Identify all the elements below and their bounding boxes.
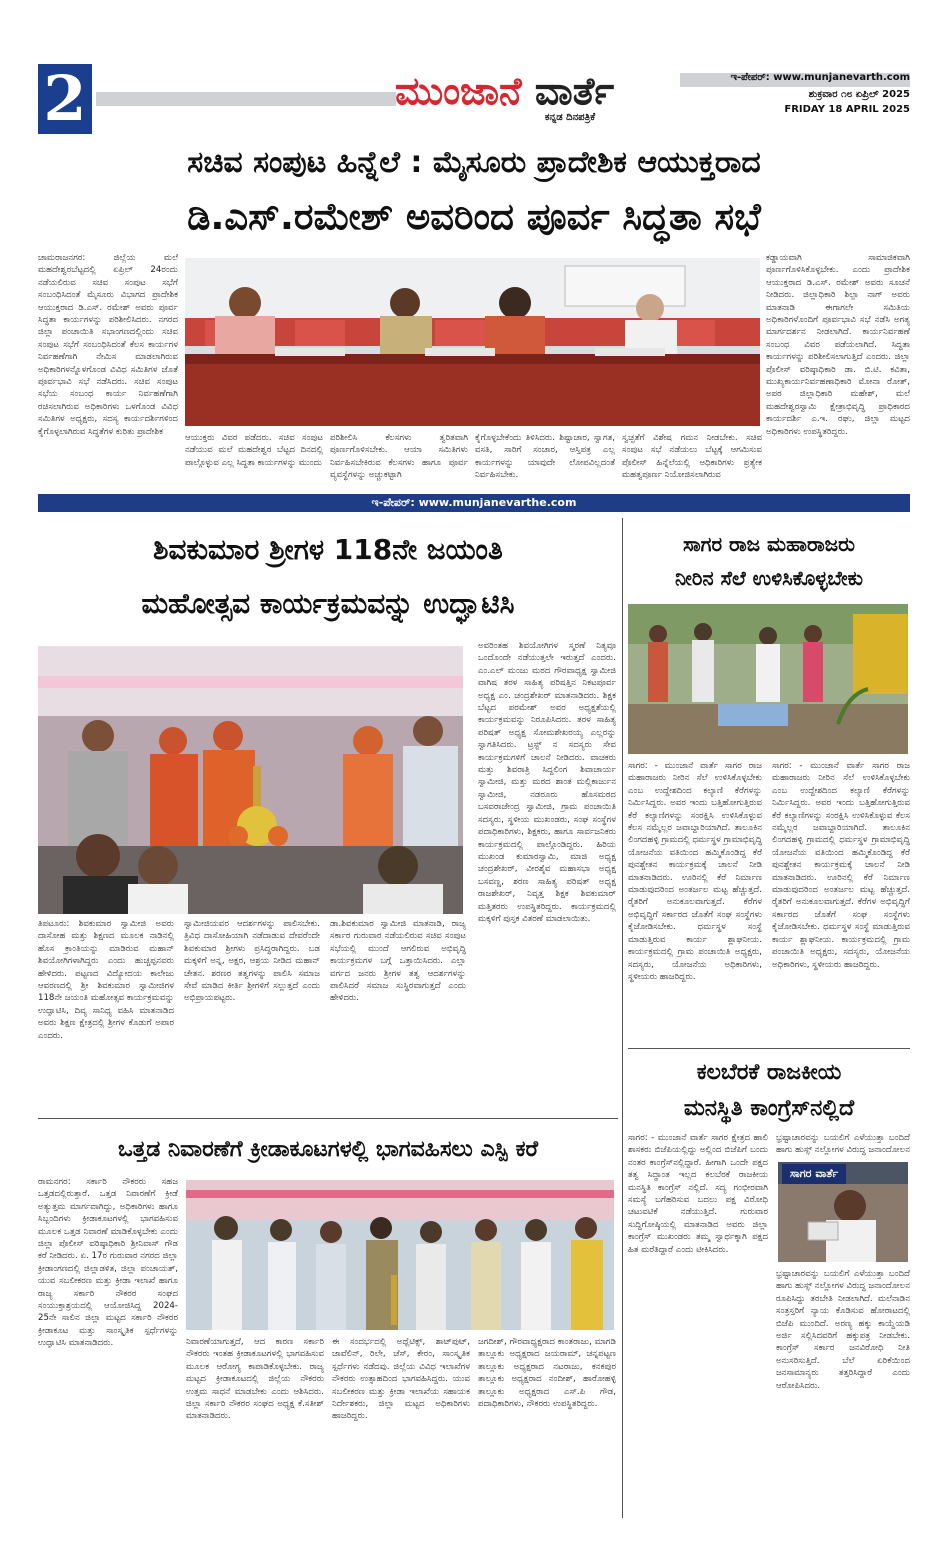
header-rule-left xyxy=(96,92,396,106)
story1-under-photo-4: ಸ್ವಚ್ಛತೆಗೆ ವಿಶೇಷ ಗಮನ ನೀಡಬೇಕು. ಸಚಿವ ಸಂಪುಟ ಸಭೆ ನಡೆಯಲು ಬೆಟ್ಟಕ್ಕೆ ಆಗಮಿಸುವ ಪೊಲೀಸ್ ಹಿನ್ನೆಲೆಯಲ್ಲಿ ಅಧಿಕಾರಿಗಳು ಪ್ರತ್ಯೇಕ ಮಹತ್ವಪೂರ್ಣ ನಿಯೋಜಿಸಲಾಗಿರುವ xyxy=(622,433,762,481)
story5-column-3: ಈ ಸಂದರ್ಭದಲ್ಲಿ ಅಥ್ಲೆಟಿಕ್ಸ್, ಶಾಟ್‌ಪುಟ್, ಜಾವೆಲಿನ್, ರಿಲೇ, ಚೆಸ್, ಕೇರಂ, ಸಾಂಸ್ಕೃತಿಕ ಸ್ಪರ್ಧೆಗಳು ನಡೆದವು. ಜಿಲ್ಲೆಯ ವಿವಿಧ ಇಲಾಖೆಗಳ ನೌಕರರು ಉತ್ಸಾಹದಿಂದ ಭಾಗವಹಿಸಿದ್ದರು. ಯುವ ಸಬಲೀಕರಣ ಮತ್ತು ಕ್ರೀಡಾ ಇಲಾಖೆಯ ಸಹಾಯಕ ನಿರ್ದೇಶಕರು, ಜಿಲ್ಲಾ ಮಟ್ಟದ ಅಧಿಕಾರಿಗಳು ಹಾಜರಿದ್ದರು. xyxy=(332,1337,470,1422)
story4-headline-line2: ಮನಸ್ಥಿತಿ ಕಾಂಗ್ರೆಸ್‌ನಲ್ಲಿದೆ xyxy=(683,1096,855,1121)
jayanthi-photo-svg xyxy=(38,646,463,914)
epaper-url[interactable]: ಇ-ಪೇಪರ್: www.munjanevarth.com xyxy=(730,72,910,83)
story3-photo xyxy=(628,604,908,754)
column-divider xyxy=(622,518,623,1518)
story1-photo xyxy=(185,258,760,426)
masthead-part2: ವಾರ್ತೆ xyxy=(534,69,615,113)
story1-under-photo-3: ಕೈಗೊಳ್ಳಬೇಕೆಂದು ತಿಳಿಸಿದರು. ಶಿಷ್ಟಾಚಾರ, ಸ್ವಾಗತ, ವಸತಿ, ಸಾರಿಗೆ ಸಂಚಾರ, ಆಸ್ತಿಪತ್ರ ಎಲ್ಲ ಕಾರ್ಯಗಳನ್ನು ಯಾವುದೇ ಲೋಪವಿಲ್ಲದಂತೆ ನಿರ್ವಹಿಸಬೇಕು. xyxy=(475,433,615,481)
story2-column-right: ಅವರಿಂತಹ ಶಿವಯೋಗಿಗಳ ಸ್ಮರಣೆ ನಿತ್ಯವೂ ಒಂದೊಂದೇ ನಡೆಯುತ್ತಲೇ ಇರುತ್ತದೆ ಎಂದರು. ಎಂ.ಎಲ್ ಮಂಜು ಮಠದ ಗೌರವಾಧ್ಯಕ್ಷ ಸ್ವಾಮೀಜಿ ವಾಗಿಷ ತರಳ ಸಾಹಿತ್ಯ ಪರಿಷತ್ತಿನ ನಿಕಟಪೂರ್ವ ಅಧ್ಯಕ್ಷ ಎಂ. ಚಂದ್ರಶೇಖರ್ ಮಾತನಾಡಿದರು. ಶಿಕ್ಷಕ ಬೆಟ್ಟದ ಪರಮೇಶ್ ಅವರ ಅಧ್ಯಕ್ಷತೆಯಲ್ಲಿ ಕಾರ್ಯಕ್ರಮವನ್ನು ನಿರೂಪಿಸಿದರು. ತರಳ ಸಾಹಿತ್ಯ ಪರಿಷತ್ ಅಧ್ಯಕ್ಷ ಸೋಮಶೇಖರಯ್ಯ ಎಲ್ಲರನ್ನು ಸ್ವಾಗತಿಸಿದರು. ಟ್ರಸ್ಟ್ ನ ಸದಸ್ಯರು ಸೇವ ಕಾರ್ಯಕ್ರಮಗಳಿಗೆ ಚಾಲನೆ ನೀಡಿದರು. ವಾಚಕರು ಮತ್ತು ಶಿವರಾತ್ರಿ ಸಿದ್ದಲಿಂಗ ಶಿವಾಚಾರ್ಯ ಸ್ವಾಮೀಜಿ, ಮತ್ತು ಮಠದ ಶಾಂತ ಮಲ್ಲಿಕಾರ್ಜುನ ಸ್ವಾಮೀಜಿ, ನಡರೂರು ಹೊಸಮಠದ ಬಸವರಾಜೇಂದ್ರ ಸ್ವಾಮೀಜಿ, ಗ್ರಾಮ ಪಂಚಾಯಿತಿ ಸದಸ್ಯರು, ಸ್ಥಳೀಯ ಮುಖಂಡರು, ಸಂಘ ಸಂಸ್ಥೆಗಳ ಪದಾಧಿಕಾರಿಗಳು, ಶಿಕ್ಷಕರು, ಹಾಗೂ ಸಾರ್ವಜನಿಕರು ಕಾರ್ಯಕ್ರಮದಲ್ಲಿ ಪಾಲ್ಗೊಂಡಿದ್ದರು. ಹಿರಿಯ ಮುಖಂಡ ಕುಮಾರಸ್ವಾಮಿ, ಮಾಜಿ ಅಧ್ಯಕ್ಷ ಚಂದ್ರಶೇಖರ್, ವೀರಶೈವ ಮಹಾಸಭಾ ಅಧ್ಯಕ್ಷ ಬಸವಣ್ಣ, ಶರಣ ಸಾಹಿತ್ಯ ಪರಿಷತ್ ಅಧ್ಯಕ್ಷ ರಾಜಶೇಖರ್, ನಿವೃತ್ತ ಶಿಕ್ಷಕ ಶಿವಕುಮಾರ್ ಮತ್ತಿತರರು ಉಪಸ್ಥಿತರಿದ್ದರು. ಕಾರ್ಯಕ್ರಮದಲ್ಲಿ ಮಕ್ಕಳಿಗೆ ಪುಸ್ತಕ ವಿತರಣೆ ಮಾಡಲಾಯಿತು. xyxy=(478,641,616,924)
story-divider-left xyxy=(38,1118,618,1119)
page-number: 2 xyxy=(38,64,92,134)
story4-photo-label: ಸಾಗರ ವಾರ್ತೆ xyxy=(782,1164,846,1184)
story2-column-2: ಸ್ವಾಮೀಜಿಯವರ ಆದರ್ಶಗಳನ್ನು ಪಾಲಿಸಬೇಕು. ತ್ರಿವಿಧ ದಾಸೋಹಿಯಾಗಿ ನಡೆದಾಡುವ ದೇವರೆಂದೇ ಶಿವಕುಮಾರ ಶ್ರೀಗಳು ಪ್ರಸಿದ್ಧರಾಗಿದ್ದರು. ಬಡ ಮಕ್ಕಳಿಗೆ ಅನ್ನ, ಅಕ್ಷರ, ಆಶ್ರಯ ನೀಡಿದ ಮಹಾನ್ ಚೇತನ. ಶರಣರ ತತ್ವಗಳನ್ನು ಪಾಲಿಸಿ ಸಮಾಜ ಸೇವೆ ಮಾಡಿದ ಕೀರ್ತಿ ಶ್ರೀಗಳಿಗೆ ಸಲ್ಲುತ್ತದೆ ಎಂದು ಅಭಿಪ್ರಾಯಪಟ್ಟರು. xyxy=(184,919,320,1004)
story4-column-1: ಸಾಗರ: - ಮುಂಜಾನೆ ವಾರ್ತೆ ಸಾಗರ ಕ್ಷೇತ್ರದ ಹಾಲಿ ಶಾಸಕರು ಬಿಜೆಪಿಯಲ್ಲಿದ್ದು ಅಲ್ಲಿಂದ ಬಿಜೆಪಿಗೆ ಬಂದು ನಂತರ ಕಾಂಗ್ರೆಸ್‌ನಲ್ಲಿದ್ದಾರೆ. ಹೀಗಾಗಿ ಒಂದೇ ಪಕ್ಷದ ತತ್ವ ಸಿದ್ಧಾಂತ ಇಲ್ಲದ ಕಲಬೆರಕೆ ರಾಜಕೀಯ ಮನಸ್ಥಿತಿ ಕಾಂಗ್ರೆಸ್ ನಲ್ಲಿದೆ. ಸದ್ಯ ಗಂಭೀರವಾಗಿ ಸಮಸ್ಯೆ ಬಗೆಹರಿಸುವ ಬದಲು ಪಕ್ಷ ವಿರೋಧಿ ಚಟುವಟಿಕೆ ನಡೆಯುತ್ತಿದೆ. ಗುರುವಾರ ಸುದ್ದಿಗೋಷ್ಠಿಯಲ್ಲಿ ಮಾತನಾಡಿದ ಅವರು ಜಿಲ್ಲಾ ಕಾಂಗ್ರೆಸ್ ಮುಖಂಡರು ತಮ್ಮ ಸ್ವಾರ್ಥಕ್ಕಾಗಿ ಪಕ್ಷದ ಹಿತ ಮರೆತಿದ್ದಾರೆ ಎಂದು ಟೀಕಿಸಿದರು. xyxy=(628,1133,768,1255)
lake-photo-svg xyxy=(628,604,908,754)
story4-headline-line1: ಕಲಬೆರಕೆ ರಾಜಕೀಯ xyxy=(696,1060,842,1085)
masthead-tagline: ಕನ್ನಡ ದಿನಪತ್ರಿಕೆ xyxy=(544,112,596,123)
story5-column-1: ರಾಮನಗರ: ಸರ್ಕಾರಿ ನೌಕರರು ಸಹಜ ಒತ್ತಡದಲ್ಲಿರುತ್ತಾರೆ. ಒತ್ತಡ ನಿವಾರಣೆಗೆ ಕ್ರೀಡೆ ಅತ್ಯುತ್ತಮ ಮಾರ್ಗವಾಗಿದ್ದು, ಅಧಿಕಾರಿಗಳು ಹಾಗೂ ಸಿಬ್ಬಂದಿಗಳು ಕ್ರೀಡಾಕೂಟಗಳಲ್ಲಿ ಭಾಗವಹಿಸುವ ಮೂಲಕ ಒತ್ತಡ ನಿವಾರಣೆ ಮಾಡಿಕೊಳ್ಳಬೇಕು ಎಂದು ಜಿಲ್ಲಾ ಪೊಲೀಸ್ ವರಿಷ್ಠಾಧಿಕಾರಿ ಶ್ರೀನಿವಾಸ್ ಗೌಡ ಕರೆ ನೀಡಿದರು. ಏ. 17ರ ಗುರುವಾರ ನಗರದ ಜಿಲ್ಲಾ ಕ್ರೀಡಾಂಗಣದಲ್ಲಿ ಜಿಲ್ಲಾಡಳಿತ, ಜಿಲ್ಲಾ ಪಂಚಾಯತ್, ಯುವ ಸಬಲೀಕರಣ ಮತ್ತು ಕ್ರೀಡಾ ಇಲಾಖೆ ಹಾಗೂ ರಾಜ್ಯ ಸರ್ಕಾರಿ ನೌಕರರ ಸಂಘದ ಸಂಯುಕ್ತಾಶ್ರಯದಲ್ಲಿ ಆಯೋಜಿಸಿದ್ದ 2024-25ನೇ ಸಾಲಿನ ಜಿಲ್ಲಾ ಮಟ್ಟದ ಸರ್ಕಾರಿ ನೌಕರರ ಕ್ರೀಡಾಕೂಟ ಮತ್ತು ಸಾಂಸ್ಕೃತಿಕ ಸ್ಪರ್ಧೆಗಳನ್ನು ಉದ್ಘಾಟಿಸಿ ಮಾತನಾಡಿದರು. xyxy=(38,1177,178,1349)
story5-column-4: ಜಗದೀಶ್, ಗೌರವಾಧ್ಯಕ್ಷರಾದ ಕಾಂತರಾಜು, ಮಾಗಡಿ ತಾಲ್ಲೂಕು ಅಧ್ಯಕ್ಷರಾದ ಜಯರಾಮ್, ಚನ್ನಪಟ್ಟಣ ತಾಲ್ಲೂಕು ಅಧ್ಯಕ್ಷರಾದ ನಟರಾಜು, ಕನಕಪುರ ತಾಲ್ಲೂಕು ಅಧ್ಯಕ್ಷರಾದ ನಂದೀಶ್, ಹಾರೋಹಳ್ಳಿ ತಾಲ್ಲೂಕು ಅಧ್ಯಕ್ಷರಾದ ಎಸ್.ಪಿ ಗೌಡ, ಪದಾಧಿಕಾರಿಗಳು, ನೌಕರರು ಉಪಸ್ಥಿತರಿದ್ದರು. xyxy=(478,1337,616,1410)
story1-under-photo-2: ಪರಿಶೀಲಿಸಿ ಕೆಲಸಗಳು ತ್ವರಿತವಾಗಿ ಪೂರ್ಣಗೊಳಿಸಬೇಕು. ಆಯಾ ಸಮಿತಿಗಳು ನಿರ್ವಹಿಸಬೇಕಿರುವ ಕೆಲಸಗಳು ಹಾಗೂ ಪೂರ್ವ ವ್ಯವಸ್ಥೆಗಳನ್ನು ಅಚ್ಚುಕಟ್ಟಾಗಿ xyxy=(330,433,468,481)
story4-photo xyxy=(778,1162,908,1262)
story1-column-right: ಕಡ್ಡಾಯವಾಗಿ ಸಾಮಾಜಿಕವಾಗಿ ಪೂರ್ಣಗೊಳಿಸಿಕೊಳ್ಳಬೇಕು. ಎಂದು ಪ್ರಾದೇಶಿಕ ಆಯುಕ್ತರಾದ ಡಿ.ಎಸ್. ರಮೇಶ್ ಅವರು ಸೂಚನೆ ನೀಡಿದರು. ಜಿಲ್ಲಾಧಿಕಾರಿ ಶಿಲ್ಪಾ ನಾಗ್ ಅವರು ಮಾತನಾಡಿ ಈಗಾಗಲೇ ಸಮಿತಿಯ ಅಧಿಕಾರಿಗಳೊಂದಿಗೆ ಪೂರ್ವಭಾವಿ ಸಭೆ ನಡೆಸಿ ಅಗತ್ಯ ಮಾರ್ಗದರ್ಶನ ನೀಡಲಾಗಿದೆ. ಕಾರ್ಯನಿರ್ವಹಣೆ ಸಂಬಂಧ ವಿವರ ಪಡೆಯಲಾಗಿದೆ. ಸಿದ್ಧತಾ ಕಾರ್ಯಗಳನ್ನು ಪರಿಶೀಲಿಸಲಾಗುತ್ತಿದೆ ಎಂದರು. ಜಿಲ್ಲಾ ಪೊಲೀಸ್ ವರಿಷ್ಠಾಧಿಕಾರಿ ಡಾ. ಬಿ.ಟಿ. ಕವಿತಾ, ಮುಖ್ಯಕಾರ್ಯನಿರ್ವಹಣಾಧಿಕಾರಿ ಮೋನಾ ರೋತ್, ಅಪರ ಜಿಲ್ಲಾಧಿಕಾರಿ ಮಹೇಶ್, ಮಲೆ ಮಹದೇಶ್ವರಸ್ವಾಮಿ ಕ್ಷೇತ್ರಾಭಿವೃದ್ಧಿ ಪ್ರಾಧಿಕಾರದ ಕಾರ್ಯದರ್ಶಿ ಎ.ಇ. ರಘು, ಜಿಲ್ಲಾ ಮಟ್ಟದ ಅಧಿಕಾರಿಗಳು ಉಪಸ್ಥಿತರಿದ್ದರು. xyxy=(766,253,910,437)
story3-headline-line2: ನೀರಿನ ಸೆಲೆ ಉಳಿಸಿಕೊಳ್ಳಬೇಕು xyxy=(675,566,863,590)
story3-column-1: ಸಾಗರ: - ಮುಂಜಾನೆ ವಾರ್ತೆ ಸಾಗರ ರಾಜ ಮಹಾರಾಜರು ನೀರಿನ ಸೆಲೆ ಉಳಿಸಿಕೊಳ್ಳಬೇಕು ಎಂಬ ಉದ್ದೇಶದಿಂದ ಕಲ್ಯಾಣಿ ಕೆರೆಗಳನ್ನು ನಿರ್ಮಿಸಿದ್ದರು. ಅವರ ಇಂದು ಬತ್ತಿಹೋಗುತ್ತಿರುವ ಕೆರೆ ಕಲ್ಯಾಣಿಗಳನ್ನು ಸಂರಕ್ಷಿಸಿ ಉಳಿಸಿಕೊಳ್ಳುವ ಕೆಲಸ ನಮ್ಮೆಲ್ಲರ ಜವಾಬ್ದಾರಿಯಾಗಿದೆ. ತಾಲೂಕಿನ ಲಿಂಗದಹಳ್ಳಿ ಗ್ರಾಮದಲ್ಲಿ ಧರ್ಮಸ್ಥಳ ಗ್ರಾಮಾಭಿವೃದ್ಧಿ ಯೋಜನೆಯ ವತಿಯಿಂದ ಹಮ್ಮಿಕೊಂಡಿದ್ದ ಕೆರೆ ಪುನಶ್ಚೇತನ ಕಾರ್ಯಕ್ರಮಕ್ಕೆ ಚಾಲನೆ ನೀಡಿ ಮಾತನಾಡಿದರು. ಊರಿನಲ್ಲಿ ಕೆರೆ ನಿರ್ಮಾಣ ಮಾಡುವುದರಿಂದ ಅಂತರ್ಜಲ ಮಟ್ಟ ಹೆಚ್ಚುತ್ತದೆ. ರೈತರಿಗೆ ಅನುಕೂಲವಾಗುತ್ತದೆ. ಕೆರೆಗಳ ಅಭಿವೃದ್ಧಿಗೆ ಸರ್ಕಾರದ ಜೊತೆಗೆ ಸಂಘ ಸಂಸ್ಥೆಗಳು ಕೈಜೋಡಿಸಬೇಕು. ಧರ್ಮಸ್ಥಳ ಸಂಸ್ಥೆ ಮಾಡುತ್ತಿರುವ ಕಾರ್ಯ ಶ್ಲಾಘನೀಯ. ಕಾರ್ಯಕ್ರಮದಲ್ಲಿ ಗ್ರಾಮ ಪಂಚಾಯಿತಿ ಅಧ್ಯಕ್ಷರು, ಸದಸ್ಯರು, ಯೋಜನೆಯ ಅಧಿಕಾರಿಗಳು, ಸ್ಥಳೀಯರು ಹಾಜರಿದ್ದರು. xyxy=(628,761,762,982)
sports-photo-svg xyxy=(186,1180,614,1330)
story3-headline-line1: ಸಾಗರ ರಾಜ ಮಹಾರಾಜರು xyxy=(682,532,856,556)
story1-headline-line2: ಡಿ.ಎಸ್.ರಮೇಶ್ ಅವರಿಂದ ಪೂರ್ವ ಸಿದ್ಧತಾ ಸಭೆ xyxy=(187,195,761,238)
story2-column-1: ತಿಪಟೂರು: ಶಿವಕುಮಾರ ಸ್ವಾಮೀಜಿ ಅವರು ದಾಸೋಹ ಮತ್ತು ಶಿಕ್ಷಣದ ಮೂಲಕ ನಾಡಿನಲ್ಲಿ ಹೊಸ ಕ್ರಾಂತಿಯನ್ನು ಮಾಡಿರುವ ಮಹಾನ್ ಶಿವಯೋಗಿಗಳಾಗಿದ್ದರು ಎಂದು ಹುಚ್ಚಪ್ಪನವರು ಹೇಳಿದರು. ಪಟ್ಟಣದ ವಿದ್ಯೋದಯ ಕಾಲೇಜು ಆವರಣದಲ್ಲಿ ಶ್ರೀ ಶಿವಕುಮಾರ ಸ್ವಾಮೀಜಿಗಳ 118ನೇ ಜಯಂತಿ ಮಹೋತ್ಸವ ಕಾರ್ಯಕ್ರಮವನ್ನು ಉದ್ಘಾಟಿಸಿ, ದಿವ್ಯ ಸಾನಿಧ್ಯ ವಹಿಸಿ ಮಾತನಾಡಿದ ಅವರು ಶಿಕ್ಷಣ ಕ್ಷೇತ್ರದಲ್ಲಿ ಶ್ರೀಗಳ ಕೊಡುಗೆ ಅಪಾರ ಎಂದರು. xyxy=(38,919,174,1041)
story4-column-2: ಭ್ರಷ್ಟಾಚಾರವನ್ನು ಬಯಲಿಗೆ ಎಳೆಯುತ್ತಾ ಬಂದಿದೆ ಹಾಗು ಹುಸ್ಸ್ ನಲ್ಲೋಗಳ ವಿರುದ್ಧ ಜನಾಂದೋಲನ ರೂಪಿಸಿದ್ದು ತರಬೇತಿ ನೀಡಲಾಗಿದೆ. ಮಲೆನಾಡಿನ ಸಂತ್ರಸ್ತರಿಗೆ ನ್ಯಾಯ ಕೊಡಿಸುವ ಹೋರಾಟದಲ್ಲಿ ಬಿಜೆಪಿ ಮುಂದಿದೆ. ಅರಣ್ಯ ಹಕ್ಕು ಕಾಯ್ದೆಯಡಿ ಅರ್ಜಿ ಸಲ್ಲಿಸಿದವರಿಗೆ ಹಕ್ಕುಪತ್ರ ನೀಡಬೇಕು. ಕಾಂಗ್ರೆಸ್ ಸರ್ಕಾರ ಜನವಿರೋಧಿ ನೀತಿ ಅನುಸರಿಸುತ್ತಿದೆ. ಬೆಲೆ ಏರಿಕೆಯಿಂದ ಜನಸಾಮಾನ್ಯರು ತತ್ತರಿಸಿದ್ದಾರೆ ಎಂದು ಆರೋಪಿಸಿದರು. xyxy=(776,1269,910,1391)
story4-column-2-top: ಭ್ರಷ್ಟಾಚಾರವನ್ನು ಬಯಲಿಗೆ ಎಳೆಯುತ್ತಾ ಬಂದಿದೆ ಹಾಗು ಹುಸ್ಸ್ ನಲ್ಲೋಗಳ ವಿರುದ್ಧ ಜನಾಂದೋಲನ xyxy=(776,1133,910,1156)
story2-headline-line1: ಶಿವಕುಮಾರ ಶ್ರೀಗಳ 118ನೇ ಜಯಂತಿ xyxy=(153,533,503,566)
story5-headline: ಒತ್ತಡ ನಿವಾರಣೆಗೆ ಕ್ರೀಡಾಕೂಟಗಳಲ್ಲಿ ಭಾಗವಹಿಸಲು ಎಸ್ಪಿ ಕರೆ xyxy=(117,1137,539,1162)
story2-column-3: ಡಾ.ಶಿವಕುಮಾರ ಸ್ವಾಮೀಜಿ ಮಾತನಾಡಿ, ರಾಜ್ಯ ಸರ್ಕಾರ ಗುರುವಾರ ನಡೆಯಲಿರುವ ಸಚಿವ ಸಂಪುಟ ಸಭೆಯಲ್ಲಿ ಮುಂದೆ ಆಗಲಿರುವ ಅಭಿವೃದ್ಧಿ ಕಾರ್ಯಕ್ರಮಗಳ ಬಗ್ಗೆ ಒತ್ತಾಯಿಸಿದರು. ಎಲ್ಲಾ ವರ್ಗದ ಜನರು ಶ್ರೀಗಳ ತತ್ವ ಆದರ್ಶಗಳನ್ನು ಪಾಲಿಸಿದರೆ ಸಮಾಜ ಸುಸ್ಥಿರವಾಗುತ್ತದೆ ಎಂದು ಹೇಳಿದರು. xyxy=(330,919,466,1004)
masthead xyxy=(395,70,655,112)
date-kannada: ಶುಕ್ರವಾರ ೧೮ ಏಪ್ರಿಲ್ 2025 xyxy=(808,89,910,100)
story1-column-1: ಚಾಮರಾಜನಗರ: ಜಿಲ್ಲೆಯ ಮಲೆ ಮಹದೇಶ್ವರಬೆಟ್ಟದಲ್ಲಿ ಏಪ್ರಿಲ್ 24ರಂದು ನಡೆಯಲಿರುವ ಸಚಿವ ಸಂಪುಟ ಸಭೆಗೆ ಸಂಬಂಧಿಸಿದಂತೆ ಮೈಸೂರು ವಿಭಾಗದ ಪ್ರಾದೇಶಿಕ ಆಯುಕ್ತರಾದ ಡಿ.ಎಸ್. ರಮೇಶ್ ಅವರು ಪೂರ್ವ ಸಿದ್ಧತಾ ಕಾರ್ಯಗಳನ್ನು ಪರಿಶೀಲಿಸಿದರು. ನಗರದ ಜಿಲ್ಲಾ ಪಂಚಾಯಿತಿ ಸಭಾಂಗಣದಲ್ಲಿಂದು ಸಚಿವ ಸಂಪುಟ ಸಭೆಗೆ ಸಂಬಂಧಿಸಿದಂತೆ ಕೆಲಸ ಕಾರ್ಯಗಳ ನಿರ್ವಹಣೆಗಾಗಿ ನೇಮಿಸ ಮಾಡಲಾಗಿರುವ ಅಧಿಕಾರಿಗಳನ್ನೊಳಗೊಂಡ ವಿವಿಧ ಸಮಿತಿಗಳ ಜೊತೆ ಪೂರ್ವಭಾವಿ ಸಭೆ ನಡೆಸಿದರು. ಸಚಿವ ಸಂಪುಟ ಸಭೆಯ ಸಂಬಂಧ ಕಾರ್ಯ ನಿರ್ವಹಣೆಗಾಗಿ ರಚಿಸಲಾಗಿರುವ ಅಧಿಕಾರಿಗಳು ಒಳಗೊಂಡ ವಿವಿಧ ಸಮಿತಿಗಳ ಅಧ್ಯಕ್ಷರು, ಸದಸ್ಯ ಕಾರ್ಯದರ್ಶಿಗಳಿಂದ ಕೈಗೊಳ್ಳಲಾಗಿರುವ ಸಿದ್ಧತೆಗಳ ಕುರಿತು ಪ್ರಾದೇಶಿಕ xyxy=(38,253,178,437)
date-english: FRIDAY 18 APRIL 2025 xyxy=(784,104,910,115)
story5-column-2: ನಿವಾರಣೆಯಾಗುತ್ತದೆ, ಆದ ಕಾರಣ ಸರ್ಕಾರಿ ನೌಕರರು ಇಂತಹ ಕ್ರೀಡಾಕೂಟಗಳಲ್ಲಿ ಭಾಗವಹಿಸುವ ಮೂಲಕ ಆರೋಗ್ಯ ಕಾಪಾಡಿಕೊಳ್ಳಬೇಕು. ರಾಜ್ಯ ಮಟ್ಟದ ಕ್ರೀಡಾಕೂಟದಲ್ಲಿ ಜಿಲ್ಲೆಯ ನೌಕರರು ಉತ್ತಮ ಸಾಧನೆ ಮಾಡಬೇಕು ಎಂದು ಆಶಿಸಿದರು. ಜಿಲ್ಲಾ ಸರ್ಕಾರಿ ನೌಕರರ ಸಂಘದ ಅಧ್ಯಕ್ಷ ಕೆ.ಸತೀಶ್ ಮಾತನಾಡಿದರು. xyxy=(186,1337,324,1422)
masthead-part1: ಮುಂಜಾನೆ xyxy=(395,69,522,113)
story3-column-2: ಸಾಗರ: - ಮುಂಜಾನೆ ವಾರ್ತೆ ಸಾಗರ ರಾಜ ಮಹಾರಾಜರು ನೀರಿನ ಸೆಲೆ ಉಳಿಸಿಕೊಳ್ಳಬೇಕು ಎಂಬ ಉದ್ದೇಶದಿಂದ ಕಲ್ಯಾಣಿ ಕೆರೆಗಳನ್ನು ನಿರ್ಮಿಸಿದ್ದರು. ಅವರ ಇಂದು ಬತ್ತಿಹೋಗುತ್ತಿರುವ ಕೆರೆ ಕಲ್ಯಾಣಿಗಳನ್ನು ಸಂರಕ್ಷಿಸಿ ಉಳಿಸಿಕೊಳ್ಳುವ ಕೆಲಸ ನಮ್ಮೆಲ್ಲರ ಜವಾಬ್ದಾರಿಯಾಗಿದೆ. ತಾಲೂಕಿನ ಲಿಂಗದಹಳ್ಳಿ ಗ್ರಾಮದಲ್ಲಿ ಧರ್ಮಸ್ಥಳ ಗ್ರಾಮಾಭಿವೃದ್ಧಿ ಯೋಜನೆಯ ವತಿಯಿಂದ ಹಮ್ಮಿಕೊಂಡಿದ್ದ ಕೆರೆ ಪುನಶ್ಚೇತನ ಕಾರ್ಯಕ್ರಮಕ್ಕೆ ಚಾಲನೆ ನೀಡಿ ಮಾತನಾಡಿದರು. ಊರಿನಲ್ಲಿ ಕೆರೆ ನಿರ್ಮಾಣ ಮಾಡುವುದರಿಂದ ಅಂತರ್ಜಲ ಮಟ್ಟ ಹೆಚ್ಚುತ್ತದೆ. ರೈತರಿಗೆ ಅನುಕೂಲವಾಗುತ್ತದೆ. ಕೆರೆಗಳ ಅಭಿವೃದ್ಧಿಗೆ ಸರ್ಕಾರದ ಜೊತೆಗೆ ಸಂಘ ಸಂಸ್ಥೆಗಳು ಕೈಜೋಡಿಸಬೇಕು. ಧರ್ಮಸ್ಥಳ ಸಂಸ್ಥೆ ಮಾಡುತ್ತಿರುವ ಕಾರ್ಯ ಶ್ಲಾಘನೀಯ. ಕಾರ್ಯಕ್ರಮದಲ್ಲಿ ಗ್ರಾಮ ಪಂಚಾಯಿತಿ ಅಧ್ಯಕ್ಷರು, ಸದಸ್ಯರು, ಯೋಜನೆಯ ಅಧಿಕಾರಿಗಳು, ಸ್ಥಳೀಯರು ಹಾಜರಿದ್ದರು. xyxy=(772,761,910,970)
meeting-photo-svg xyxy=(185,258,760,426)
story5-photo xyxy=(186,1180,614,1330)
story2-headline-line2: ಮಹೋತ್ಸವ ಕಾರ್ಯಕ್ರಮವನ್ನು ಉದ್ಘಾಟಿಸಿ xyxy=(141,587,515,620)
story-divider xyxy=(628,1048,910,1049)
epaper-bar[interactable]: ಇ-ಪೇಪರ್: www.munjanevarthe.com xyxy=(38,494,910,512)
story2-photo xyxy=(38,646,463,914)
story1-headline-line1: ಸಚಿವ ಸಂಪುಟ ಹಿನ್ನೆಲೆ : ಮೈಸೂರು ಪ್ರಾದೇಶಿಕ ಆಯುಕ್ತರಾದ xyxy=(187,145,761,180)
story1-under-photo-1: ಆಯುಕ್ತರು ವಿವರ ಪಡೆದರು. ಸಚಿವ ಸಂಪುಟ ನಡೆಯುವ ಮಲೆ ಮಹದೇಶ್ವರ ಬೆಟ್ಟದ ದಿನದಲ್ಲಿ ಪಾಲ್ಗೊಳ್ಳುವ ಎಲ್ಲ ಸಿದ್ಧತಾ ಕಾರ್ಯಗಳನ್ನು ಮುಂದು xyxy=(185,433,323,468)
